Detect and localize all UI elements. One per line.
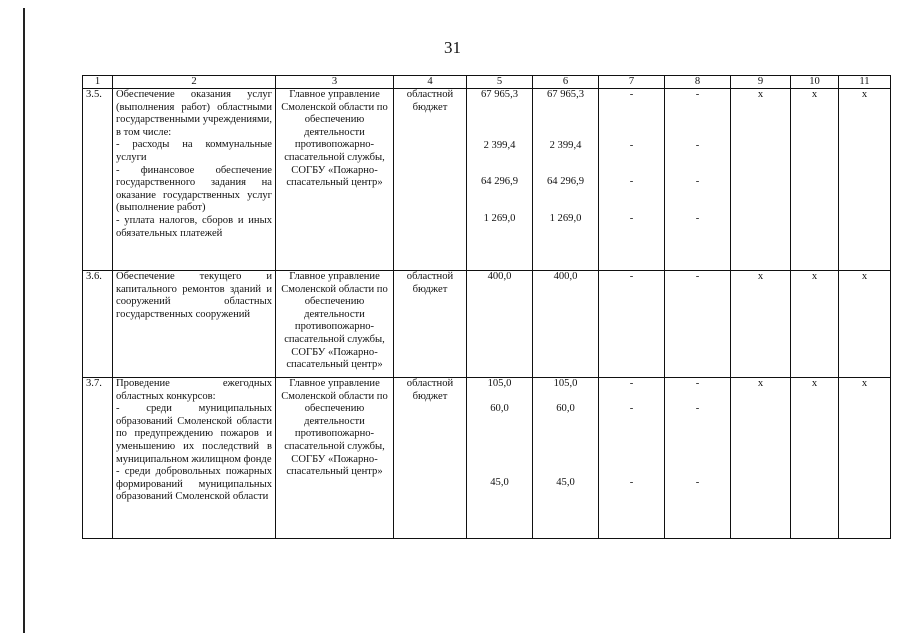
row-col11: х [839,89,891,271]
row-col8 [665,89,731,271]
row-col8: - [665,271,731,378]
col-header: 3 [276,76,394,89]
row-col5 [467,378,533,539]
row-col10: х [791,271,839,378]
row-col7 [599,378,665,539]
margin-line [23,8,25,633]
row-col6 [533,89,599,271]
dash: - [629,402,634,414]
desc-line: - среди муниципальных образований Смоленской области по предупреждению пожаров и уменьшению их последствий в муниципальном жилищном фонде [116,403,272,465]
amount: 64 296,9 [480,176,519,188]
dash: - [695,378,700,389]
col-header: 10 [791,76,839,89]
dash: - [695,176,700,188]
row-description [113,271,276,378]
amount: 105,0 [553,378,578,389]
row-col11: х [839,378,891,539]
row-description [113,378,276,539]
row-number: 3.6. [83,271,113,378]
amount: 60,0 [556,402,575,414]
col-header: 1 [83,76,113,89]
col-header: 5 [467,76,533,89]
row-col11: х [839,271,891,378]
row-col10: х [791,89,839,271]
amount: 2 399,4 [483,139,516,151]
amount: 1 269,0 [483,212,516,224]
col-header: 7 [599,76,665,89]
dash: - [629,139,634,151]
page-number: 31 [444,38,461,57]
col-header: 9 [731,76,791,89]
row-col5 [467,89,533,271]
col-header: 8 [665,76,731,89]
row-col8 [665,378,731,539]
amount: 67 965,3 [480,89,519,100]
header-row [83,76,891,89]
desc-line: Обеспечение оказания услуг (выполнения работ) областными государственными учреждениями, в том числе: [116,89,272,138]
row-col10: х [791,378,839,539]
amount: 45,0 [556,477,575,489]
dash: - [629,176,634,188]
desc-line: - среди добровольных пожарных формирований муниципальных образований Смоленской области [116,466,272,503]
dash: - [629,477,634,489]
dash: - [695,402,700,414]
dash: - [695,89,700,100]
amount: 105,0 [487,378,512,389]
row-col9: х [731,271,791,378]
amount: 67 965,3 [546,89,585,100]
desc-line: Обеспечение текущего и капитального ремонтов зданий и сооружений областных государственных сооружений [116,271,272,320]
row-col9: х [731,378,791,539]
amount: 1 269,0 [549,212,582,224]
table-row [83,378,891,539]
budget-table [82,75,891,539]
row-source: областной бюджет [394,378,467,539]
desc-line: Проведение ежегодных областных конкурсов: [116,378,272,402]
col-header: 11 [839,76,891,89]
dash: - [629,378,634,389]
amount: 2 399,4 [549,139,582,151]
col-header: 2 [113,76,276,89]
row-col7 [599,89,665,271]
desc-line: - уплата налогов, сборов и иных обязательных платежей [116,214,272,239]
dash: - [695,139,700,151]
amount: 45,0 [490,477,509,489]
table-row [83,271,891,378]
row-description [113,89,276,271]
row-col6: 400,0 [533,271,599,378]
row-source: областной бюджет [394,89,467,271]
dash: - [695,212,700,224]
row-number: 3.7. [83,378,113,539]
row-col9: х [731,89,791,271]
col-header: 4 [394,76,467,89]
row-col5: 400,0 [467,271,533,378]
row-col7: - [599,271,665,378]
row-source: областной бюджет [394,271,467,378]
dash: - [629,89,634,100]
desc-line: - финансовое обеспечение государственного задания на оказание государственных услуг (выполнение работ) [116,164,272,214]
row-number: 3.5. [83,89,113,271]
row-executor: Главное управление Смоленской области по обеспечению деятельности противопожарно-спасательной службы, СОГБУ «Пожарно-спасательный центр» [276,378,394,539]
desc-line: - расходы на коммунальные услуги [116,139,272,163]
row-col6 [533,378,599,539]
amount: 60,0 [490,402,509,414]
col-header: 6 [533,76,599,89]
table-row [83,89,891,271]
dash: - [695,477,700,489]
amount: 64 296,9 [546,176,585,188]
row-executor: Главное управление Смоленской области по обеспечению деятельности противопожарно-спасательной службы, СОГБУ «Пожарно-спасательный центр» [276,271,394,378]
row-executor: Главное управление Смоленской области по обеспечению деятельности противопожарно-спасательной службы, СОГБУ «Пожарно-спасательный центр» [276,89,394,271]
dash: - [629,212,634,224]
